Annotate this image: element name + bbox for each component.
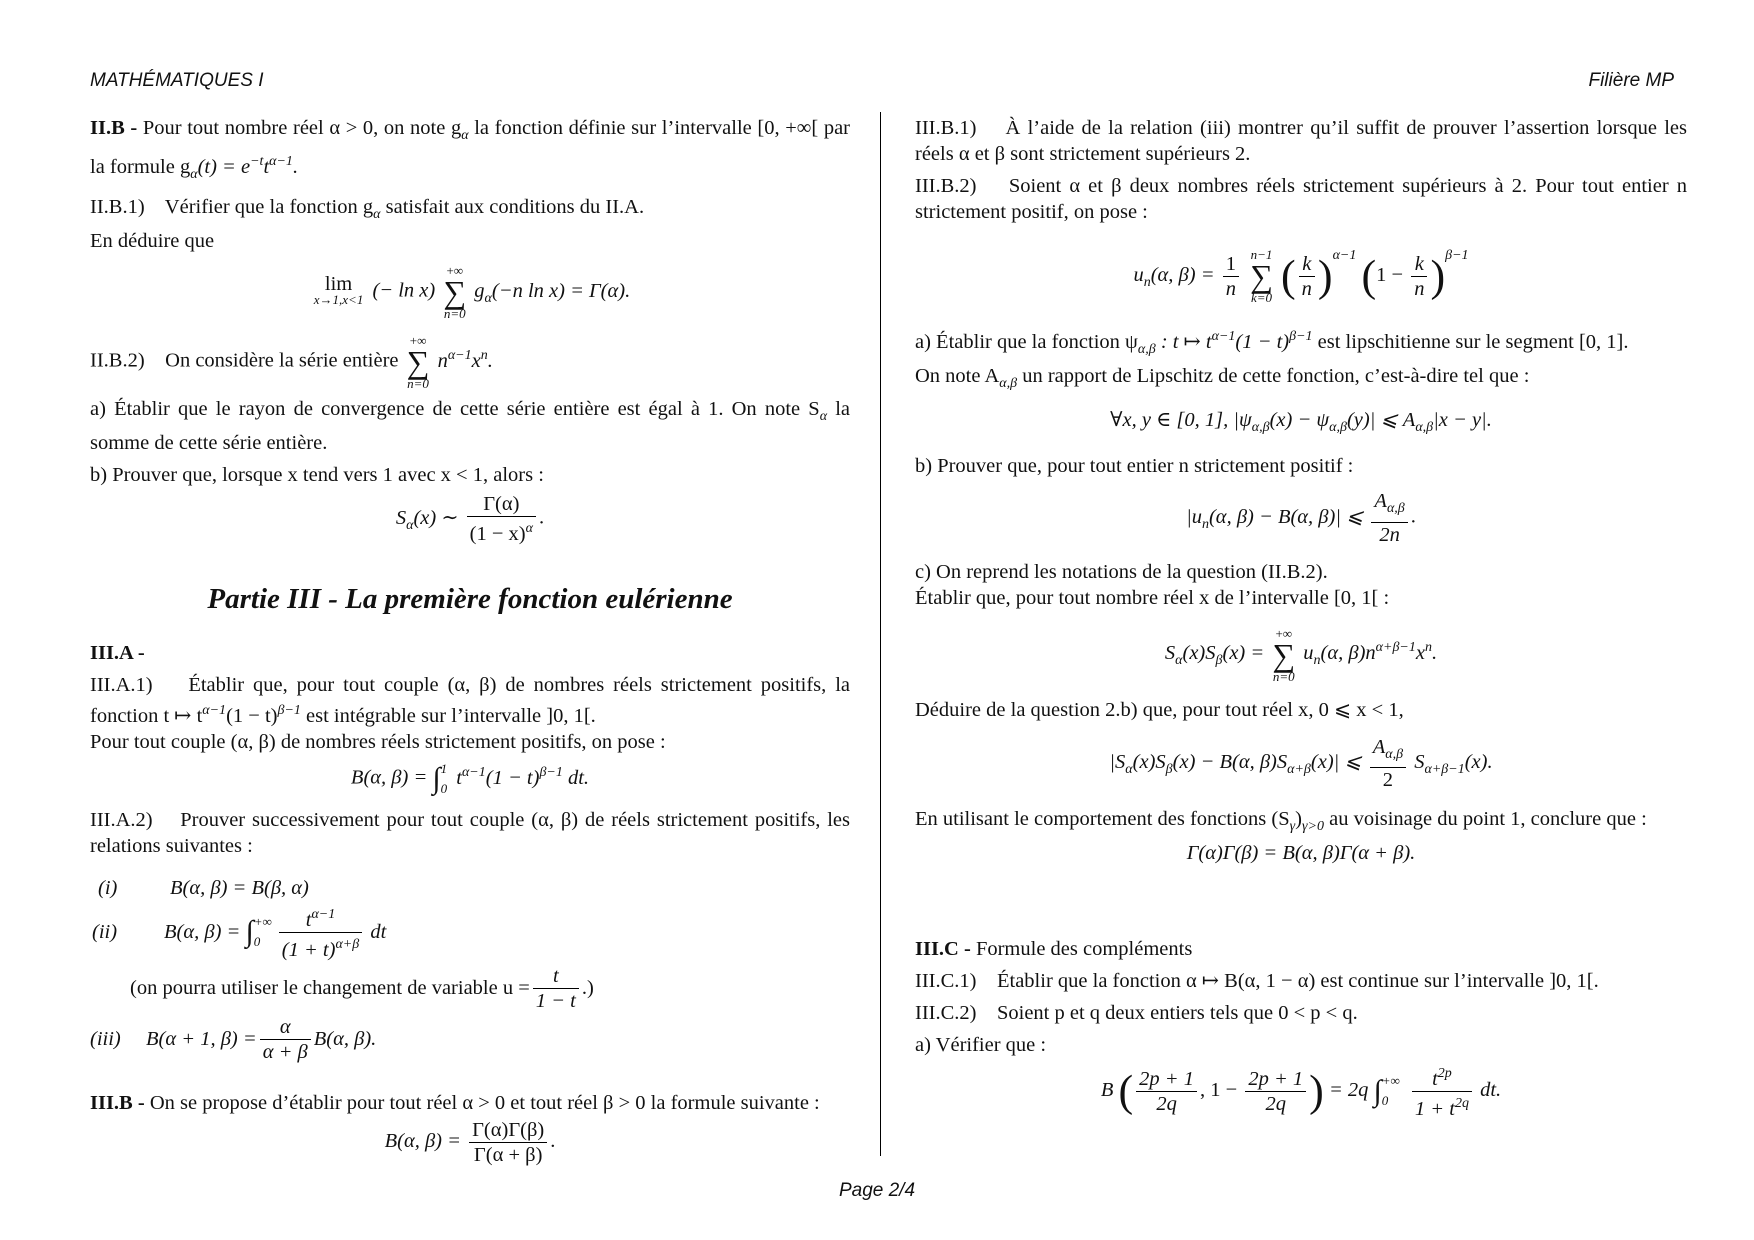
question-label: III.B.2) [915,175,977,197]
sum-symbol: +∞ ∑ n=0 [406,333,430,392]
question-iib2-a: a) Établir que le rayon de convergence de cette série entière est égal à 1. On note $S_\alpha$ la somme de cette série entière. [90,398,851,455]
deduce-text: En déduire que [90,230,215,253]
equation-beta-gamma: B(α, β) = $\frac{\Gamma(\alpha)\Gamma(\beta)}{\Gamma(\alpha + \beta)}$ . [384,1118,556,1166]
section-iiib-title: III.B - [90,1091,145,1114]
question-label: III.A.2) [90,808,153,831]
left-column [90,115,850,1179]
equation-beta-def: B(α, β) = ∫ 1 0 $t^{\alpha-1}(1 - t)^{\beta-1}$ dt. [350,760,590,796]
question-iib2-b: b) Prouver que, lorsque x tend vers 1 avec x < 1, alors : [90,464,544,487]
question-iiic1: III.C.1) Établir que la fonction α ↦ B(α, 1 − α) est continue sur l’intervalle ]0, 1[. [915,969,1599,992]
question-label: III.B.1) [915,117,977,139]
equation-product-series: $S_\alpha(x)S_\beta(x)$ = +∞ ∑ n=0 $u_n(\alpha$, $\beta)n^{\alpha+\beta-1}x^n$. [1164,625,1438,684]
deduce-text: Déduire de la question 2.b) que, pour tout réel x, 0 ⩽ x < 1, [915,698,1404,721]
question-label: III.C.1) [915,969,977,992]
header-track: Filière MP [1588,70,1674,91]
column-divider [880,112,881,1156]
question-iiib2-b: b) Prouver que, pour tout entier n strictement positif : [915,455,1354,478]
part-title: Partie III - La première fonction eulérienne [207,583,733,616]
equation-limit-gamma: lim x→1,x<1 (− ln x) +∞ ∑ n=0 $g_\alpha(-n$ ln x) = Γ(α). [313,263,631,322]
question-label: III.A.1) [90,674,153,697]
question-iiic2: III.C.2) Soient p et q deux entiers tels que 0 < p < q. [915,1001,1358,1024]
equation-lipschitz: ∀x, y ∈ [0, 1], $|\psi_{\alpha,\beta}(x) - \psi_{\alpha,\beta}(y)|$ ⩽ $A_{\alpha,\beta}|x - y|$. [1110,409,1492,436]
question-iiia1: III.A.1) Établir que, pour tout couple (α, β) de nombres réels strictement positifs, la fonction t ↦ $t^{\alpha-1}(1 - t)^{\beta-1}$ est intégrable sur l’intervalle ]0, 1[. Pour tout couple (α, β) de nombres réels strictement positifs, on pose : [90,674,850,753]
question-iiib2-c: c) On reprend les notations de la question (II.B.2). Établir que, pour tout nombre réel x de l’intervalle [0, 1[ : [915,560,1390,609]
section-iiic-title: III.C - [915,937,971,960]
page-number: Page 2/4 [838,1180,916,1201]
section-iiib: III.B - On se propose d’établir pour tout réel α > 0 et tout réel β > 0 la formule suivante : [90,1091,820,1114]
right-column [915,115,1687,1132]
using-text: En utilisant le comportement des fonctions $(S_\gamma)_{\gamma>0}$ au voisinage du point 1, conclure que : [915,807,1647,834]
verify-text: a) Vérifier que : [915,1033,1047,1056]
question-iib2: II.B.2) On considère la série entière +∞ ∑ n=0 $n^{\alpha-1}x^n$. [90,333,493,392]
section-iiia-title: III.A - [90,642,145,665]
question-iiib2: III.B.2) Soient α et β deux nombres réels strictement supérieurs à 2. Pour tout entier n strictement positif, on pose : [915,175,1688,223]
question-label: II.B.1) [90,196,145,219]
relation-ii: (ii) B(α, β) = ∫ +∞ 0 $\frac{t^{\alpha-1}}{(1 + t)^{\alpha+\beta}}$ dt [90,903,850,962]
equation-equivalent: $S_\alpha(x)$ ∼ $\frac{\Gamma(\alpha)}{(1 - x)^\alpha}$ . [395,493,545,546]
equation-bound: $|u_n(\alpha$, β) − B(α, β)| ⩽ $\frac{A_{\alpha,\beta}}{2n}$ . [1186,490,1416,546]
section-iib-text: Pour tout nombre réel α > 0, on note $g_\alpha$ la fonction définie sur l’intervalle [0, +∞[ par la formule $g_\alpha(t) = e^{-t}t^{\alpha-1}$. [90,117,851,183]
question-iib1: II.B.1) Vérifier que la fonction $g_\alpha$ satisfait aux conditions du II.A. En déduire que [90,196,645,253]
section-iiic: III.C - Formule des compléments [915,937,1193,960]
change-variable-hint: (on pourra utiliser le changement de variable u = $\frac{t}{1 - t}$ .) [130,964,594,1012]
relations-list [90,875,850,1064]
header-subject: MATHÉMATIQUES I [90,70,264,91]
equation-un: $u_n(\alpha$, β) = $\frac{1}{n}$ n−1 ∑ k=0 ( $\frac{k}{n}$ )$^{\alpha-1}$ (1 − $\frac{k}{n}$ )$^{\beta-1}$ [1133,247,1469,306]
question-iiia2: III.A.2) Prouver successivement pour tout couple (α, β) de réels strictement positifs, les relations suivantes : [90,808,851,857]
equation-complement: B ( $\frac{2p + 1}{2q}$ , 1 − $\frac{2p + 1}{2q}$ ) = 2q ∫ +∞ 0 $\frac{t^{2p}}{1 + t^{2q}}$ dt. [915,1062,1687,1121]
equation-conclusion: Γ(α)Γ(β) = B(α, β)Γ(α + β). [1186,841,1416,864]
relation-i: (i) B(α, β) = B(β, α) [98,876,309,899]
question-iiib1: III.B.1) À l’aide de la relation (iii) montrer qu’il suffit de prouver l’assertion lorsque les réels α et β sont strictement supérieurs 2. [915,117,1688,165]
section-iib [90,115,850,188]
question-label: II.B.2) [90,349,145,372]
relation-iii: (iii) B(α + 1, β) = $\frac{\alpha}{\alpha + \beta}$ B(α, β). [90,1015,377,1063]
equation-inequality: $|S_\alpha(x)S_\beta(x) - B(\alpha$, $\beta)S_{\alpha+\beta}(x)|$ ⩽ $\frac{A_{\alpha,\beta}}{2}$ $S_{\alpha+\beta-1}(x)$. [1109,735,1493,791]
question-label: III.C.2) [915,1001,977,1024]
question-iiib2-a: a) Établir que la fonction $\psi_{\alpha,\beta}$ : t ↦ $t^{\alpha-1}(1 - t)^{\beta-1}$ est lipschitienne sur le segment [0, 1]. On note $A_{\alpha,\beta}$ un rapport de Lipschitz de cette fonction, c’est-à-dire tel que : [915,329,1629,392]
section-iib-title: II.B - [90,117,138,139]
